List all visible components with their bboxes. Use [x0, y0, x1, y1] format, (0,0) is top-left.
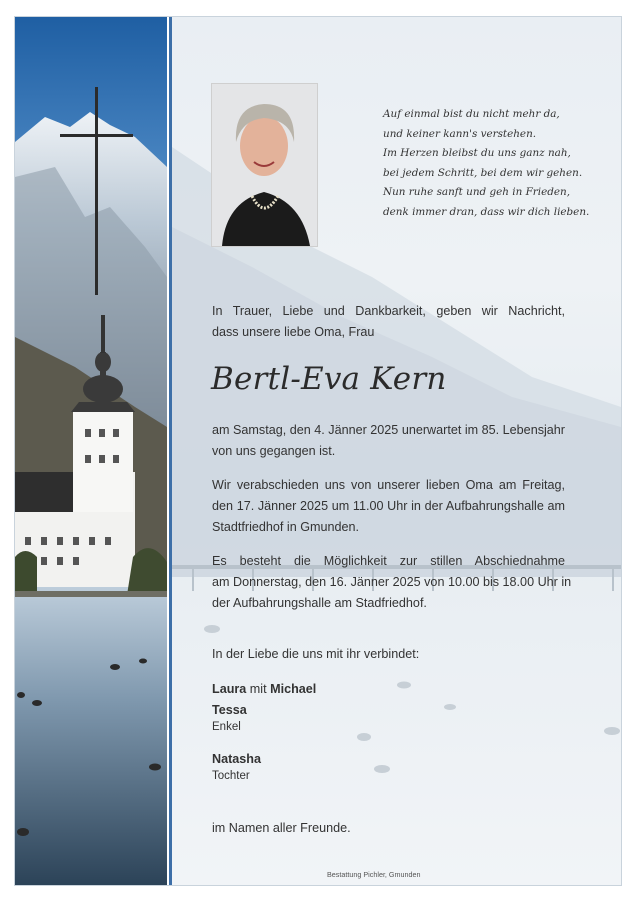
farewell-line: Stadtfriedhof in Gmunden.	[212, 520, 360, 534]
intro-line: In Trauer, Liebe und Dankbarkeit, geben wir Nachricht,	[212, 304, 565, 318]
funeral-home-credit: Bestattung Pichler, Gmunden	[327, 870, 421, 879]
farewell-line: den 17. Jänner 2025 um 11.00 Uhr in der Aufbahrungshalle am	[212, 499, 565, 513]
viewing-paragraph	[212, 551, 572, 614]
death-line: am Samstag, den 4. Jänner 2025 unerwartet im 85. Lebensjahr	[212, 423, 565, 437]
viewing-line: am Donnerstag, den 16. Jänner 2025 von 10.00 bis 18.00 Uhr in	[212, 575, 572, 589]
closing-line: im Namen aller Freunde.	[212, 821, 351, 835]
portrait-photo	[211, 83, 318, 247]
farewell-line: Wir verabschieden uns von unserer lieben Oma am Freitag,	[212, 478, 565, 492]
mourner-relation: Enkel	[212, 721, 241, 733]
mourner-relation: Tochter	[212, 770, 250, 782]
poem-line: Im Herzen bleibst du uns ganz nah,	[383, 147, 571, 160]
farewell-paragraph	[212, 475, 565, 538]
intro-line: dass unsere liebe Oma, Frau	[212, 325, 375, 339]
mourner-name: Tessa	[212, 703, 247, 717]
mourner-connector: mit	[249, 682, 267, 696]
grandchildren-names	[212, 682, 316, 696]
poem	[383, 105, 613, 223]
poem-line: bei jedem Schritt, bei dem wir gehen.	[383, 166, 583, 179]
poem-line: Nun ruhe sanft und geh in Frieden,	[383, 186, 571, 199]
death-paragraph	[212, 420, 565, 462]
cross-icon	[95, 87, 98, 295]
mourner-name: Michael	[270, 682, 317, 696]
landscape-illustration	[15, 17, 167, 885]
death-line: von uns gegangen ist.	[212, 444, 336, 458]
viewing-line: Es besteht die Möglichkeit zur stillen Abschiednahme	[212, 554, 565, 568]
poem-line: Auf einmal bist du nicht mehr da,	[383, 108, 560, 120]
deceased-name: Bertl-Eva Kern	[211, 361, 447, 397]
portrait-illustration	[212, 84, 317, 246]
poem-line: denk immer dran, dass wir dich lieben.	[383, 205, 590, 218]
viewing-line: der Aufbahrungshalle am Stadfriedhof.	[212, 596, 427, 610]
obituary-sheet	[14, 16, 622, 886]
cross-icon-bar	[60, 134, 133, 137]
church-lake-photo	[15, 17, 167, 885]
mourner-name: Natasha	[212, 752, 261, 766]
mourner-name: Laura	[212, 682, 247, 696]
mourners-intro: In der Liebe die uns mit ihr verbindet:	[212, 647, 420, 661]
intro-paragraph	[212, 301, 565, 343]
poem-line: und keiner kann's verstehen.	[383, 127, 537, 140]
